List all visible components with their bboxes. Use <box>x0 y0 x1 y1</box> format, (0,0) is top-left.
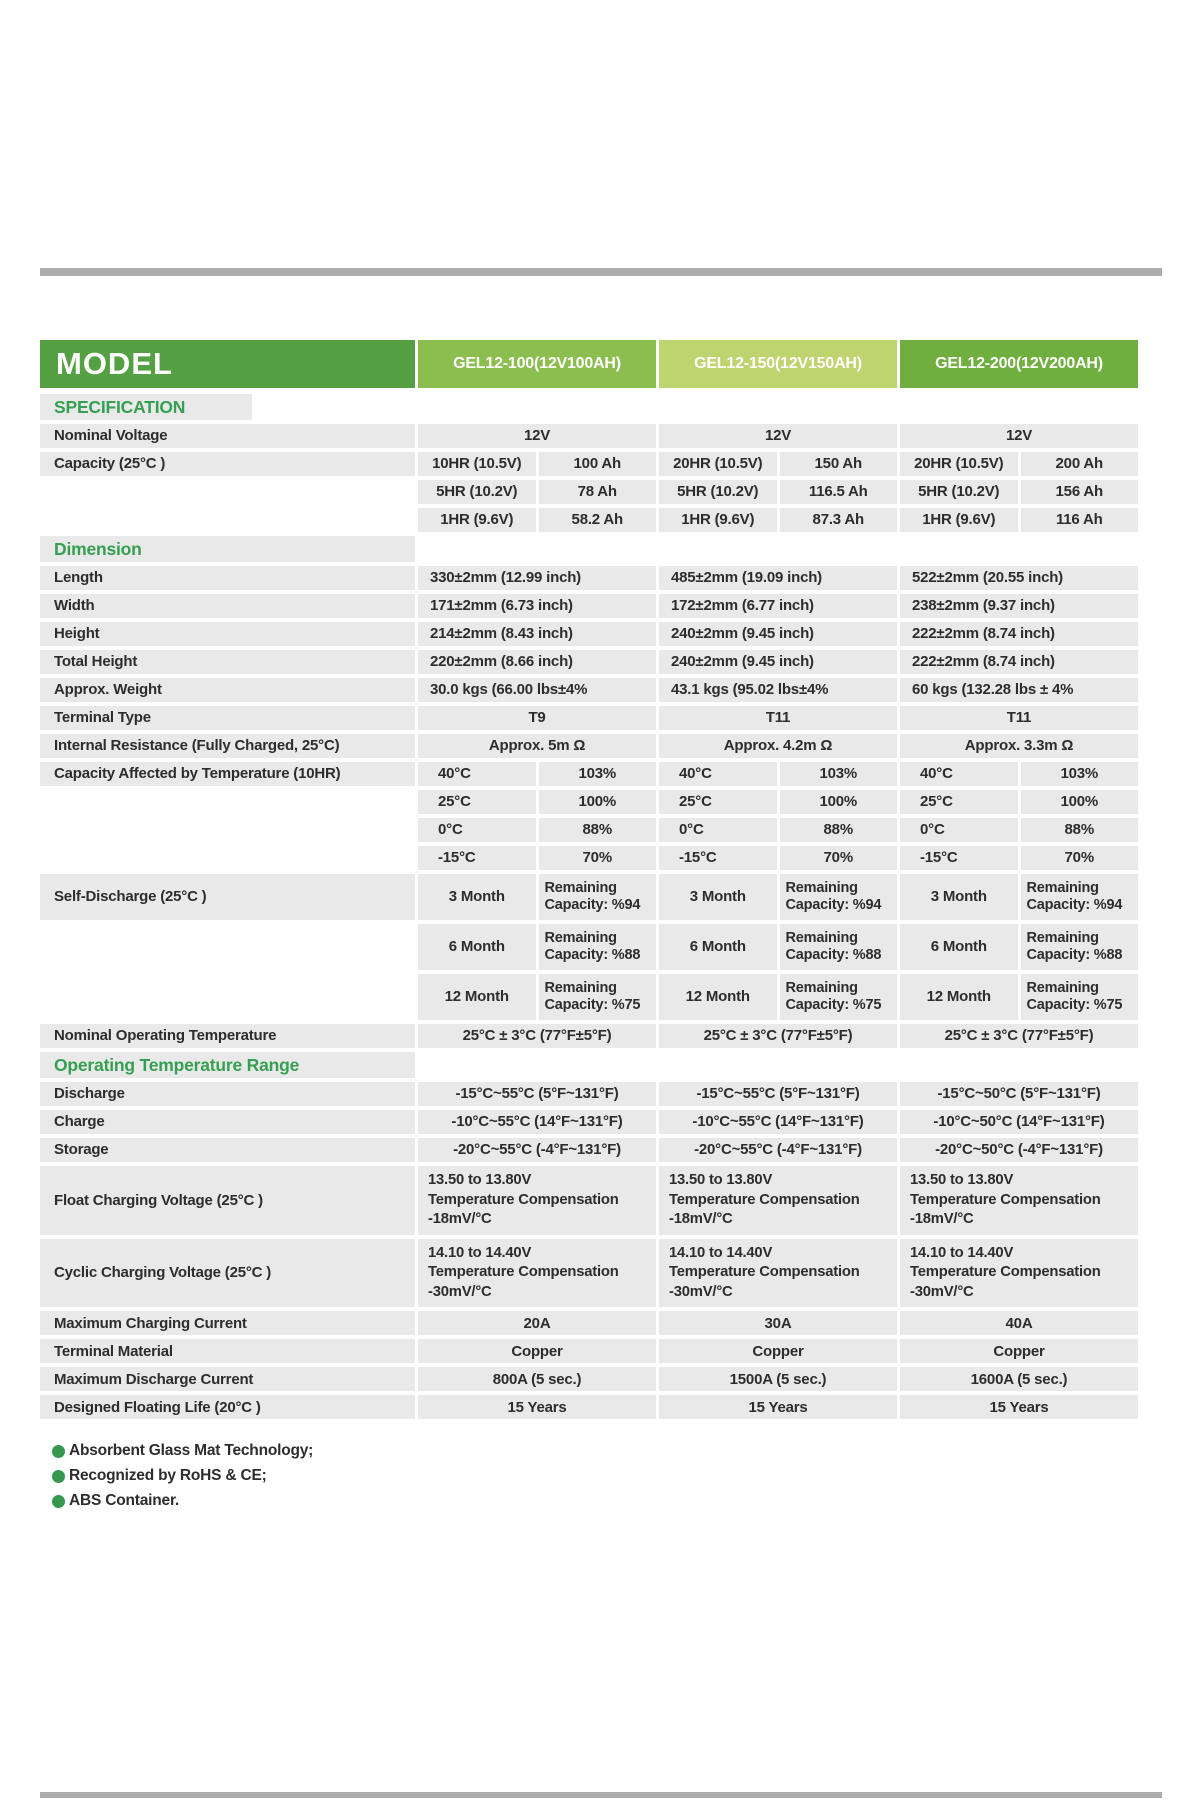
value-cell: 1500A (5 sec.) <box>659 1367 897 1391</box>
column-subrows <box>659 874 897 1020</box>
table-row <box>40 650 1138 674</box>
value-line: Temperature Compensation <box>910 1264 1101 1281</box>
table-row-group <box>40 452 1138 532</box>
value-line: Temperature Compensation <box>910 1191 1101 1208</box>
pair-key-cell: 1HR (9.6V) <box>659 508 777 532</box>
table-row <box>40 622 1138 646</box>
value-line: -30mV/°C <box>669 1283 733 1300</box>
value-cell: 12V <box>659 424 897 448</box>
value-cell: 1600A (5 sec.) <box>900 1367 1138 1391</box>
pair-key-cell: 3 Month <box>900 874 1018 920</box>
value-cell: 240±2mm (9.45 inch) <box>659 650 897 674</box>
pair-value-cell: 100 Ah <box>539 452 657 476</box>
column-subrows <box>900 762 1138 870</box>
value-cell: 43.1 kgs (95.02 lbs±4% <box>659 678 897 702</box>
value-cell: 330±2mm (12.99 inch) <box>418 566 656 590</box>
value-line: Temperature Compensation <box>669 1264 860 1281</box>
pair-key-cell: 40°C <box>659 762 777 786</box>
pair-key-cell: 10HR (10.5V) <box>418 452 536 476</box>
top-divider <box>40 268 1162 276</box>
pair-key-cell: 25°C <box>900 790 1018 814</box>
column-subrows <box>659 762 897 870</box>
table-row <box>40 734 1138 758</box>
value-cell <box>418 1166 656 1235</box>
pair-key-cell: 12 Month <box>418 974 536 1020</box>
table-row-group <box>40 874 1138 1020</box>
pair-value-cell: 88% <box>539 818 657 842</box>
model-header-cell: MODEL <box>40 340 415 388</box>
table-row <box>40 706 1138 730</box>
pair-value-cell: 200 Ah <box>1021 452 1139 476</box>
section-row <box>40 1052 1138 1078</box>
pair-value-cell: 100% <box>539 790 657 814</box>
pair-key-cell: 3 Month <box>659 874 777 920</box>
value-cell: 30.0 kgs (66.00 lbs±4% <box>418 678 656 702</box>
pair-value-cell: 100% <box>1021 790 1139 814</box>
value-cell: -10°C~50°C (14°F~131°F) <box>900 1110 1138 1134</box>
pair-key-cell: 6 Month <box>659 924 777 970</box>
pair-subrow <box>900 508 1138 532</box>
pair-key-cell: 20HR (10.5V) <box>659 452 777 476</box>
section-header: SPECIFICATION <box>40 394 252 420</box>
column-subrows <box>418 762 656 870</box>
table-row <box>40 1239 1138 1308</box>
pair-subrow <box>659 762 897 786</box>
row-label: Float Charging Voltage (25°C ) <box>40 1166 415 1235</box>
value-cell <box>659 1239 897 1308</box>
value-cell: -10°C~55°C (14°F~131°F) <box>418 1110 656 1134</box>
value-line: Temperature Compensation <box>428 1191 619 1208</box>
value-line: -30mV/°C <box>428 1283 492 1300</box>
row-label: Height <box>40 622 415 646</box>
pair-value-cell: Remaining Capacity: %75 <box>780 974 898 1020</box>
value-line: 14.10 to 14.40V <box>910 1244 1014 1261</box>
value-cell <box>900 1239 1138 1308</box>
pair-subrow <box>418 790 656 814</box>
table-row <box>40 594 1138 618</box>
value-cell: -15°C~55°C (5°F~131°F) <box>418 1082 656 1106</box>
value-cell: -20°C~50°C (-4°F~131°F) <box>900 1138 1138 1162</box>
value-line: 13.50 to 13.80V <box>428 1172 532 1188</box>
value-cell: 222±2mm (8.74 inch) <box>900 650 1138 674</box>
value-cell: T11 <box>900 706 1138 730</box>
value-line: -18mV/°C <box>910 1211 974 1228</box>
value-cell: T11 <box>659 706 897 730</box>
table-row <box>40 1311 1138 1335</box>
pair-value-cell: Remaining Capacity: %94 <box>780 874 898 920</box>
value-cell: Copper <box>659 1339 897 1363</box>
pair-value-cell: 103% <box>780 762 898 786</box>
row-label-wrap <box>40 874 415 1020</box>
row-label: Discharge <box>40 1082 415 1106</box>
value-line: -30mV/°C <box>910 1283 974 1300</box>
pair-value-cell: 150 Ah <box>780 452 898 476</box>
pair-value-cell: 70% <box>1021 846 1139 870</box>
pair-key-cell: 1HR (9.6V) <box>418 508 536 532</box>
row-label: Total Height <box>40 650 415 674</box>
value-cell: 800A (5 sec.) <box>418 1367 656 1391</box>
table-row <box>40 1024 1138 1048</box>
pair-value-cell: 78 Ah <box>539 480 657 504</box>
value-line: Temperature Compensation <box>428 1264 619 1281</box>
pair-key-cell: 5HR (10.2V) <box>418 480 536 504</box>
row-label: Capacity (25°C ) <box>40 452 415 476</box>
table-row <box>40 1166 1138 1235</box>
row-label: Terminal Type <box>40 706 415 730</box>
value-cell: T9 <box>418 706 656 730</box>
pair-subrow <box>418 452 656 476</box>
value-line: 13.50 to 13.80V <box>910 1172 1014 1188</box>
pair-key-cell: 40°C <box>900 762 1018 786</box>
pair-subrow <box>418 846 656 870</box>
value-cell: -10°C~55°C (14°F~131°F) <box>659 1110 897 1134</box>
value-line: Temperature Compensation <box>669 1191 860 1208</box>
row-label: Self-Discharge (25°C ) <box>40 874 415 920</box>
pair-key-cell: 5HR (10.2V) <box>659 480 777 504</box>
pair-subrow <box>659 846 897 870</box>
row-label: Length <box>40 566 415 590</box>
pair-key-cell: 3 Month <box>418 874 536 920</box>
row-label: Approx. Weight <box>40 678 415 702</box>
pair-key-cell: 20HR (10.5V) <box>900 452 1018 476</box>
pair-key-cell: 1HR (9.6V) <box>900 508 1018 532</box>
pair-value-cell: 116 Ah <box>1021 508 1139 532</box>
column-subrows <box>418 874 656 1020</box>
value-cell: 220±2mm (8.66 inch) <box>418 650 656 674</box>
value-cell: 15 Years <box>418 1395 656 1419</box>
column-subrows <box>659 452 897 532</box>
row-label: Designed Floating Life (20°C ) <box>40 1395 415 1419</box>
value-cell: Copper <box>900 1339 1138 1363</box>
value-cell: 12V <box>418 424 656 448</box>
pair-subrow <box>418 508 656 532</box>
pair-subrow <box>659 974 897 1020</box>
pair-subrow <box>659 508 897 532</box>
pair-value-cell: Remaining Capacity: %94 <box>1021 874 1139 920</box>
pair-subrow <box>900 480 1138 504</box>
pair-subrow <box>900 762 1138 786</box>
value-cell: 15 Years <box>659 1395 897 1419</box>
row-label: Maximum Discharge Current <box>40 1367 415 1391</box>
footnote-item <box>52 1492 313 1510</box>
pair-key-cell: -15°C <box>900 846 1018 870</box>
pair-value-cell: Remaining Capacity: %75 <box>539 974 657 1020</box>
pair-value-cell: 87.3 Ah <box>780 508 898 532</box>
section-header: Dimension <box>40 536 415 562</box>
value-cell: 214±2mm (8.43 inch) <box>418 622 656 646</box>
row-label: Charge <box>40 1110 415 1134</box>
value-cell <box>900 1166 1138 1235</box>
value-cell: 485±2mm (19.09 inch) <box>659 566 897 590</box>
table-row <box>40 1395 1138 1419</box>
pair-subrow <box>659 924 897 970</box>
bullet-icon <box>52 1470 65 1483</box>
pair-value-cell: 103% <box>539 762 657 786</box>
pair-value-cell: Remaining Capacity: %94 <box>539 874 657 920</box>
pair-value-cell: 88% <box>1021 818 1139 842</box>
bullet-icon <box>52 1445 65 1458</box>
pair-key-cell: 25°C <box>659 790 777 814</box>
pair-subrow <box>418 974 656 1020</box>
section-header: Operating Temperature Range <box>40 1052 415 1078</box>
value-cell: -20°C~55°C (-4°F~131°F) <box>659 1138 897 1162</box>
value-cell: 172±2mm (6.77 inch) <box>659 594 897 618</box>
footnote-text: Recognized by RoHS & CE; <box>69 1467 267 1484</box>
row-label: Terminal Material <box>40 1339 415 1363</box>
pair-value-cell: 70% <box>780 846 898 870</box>
column-header-gel12-200: GEL12-200(12V200AH) <box>900 340 1138 388</box>
footnote-item <box>52 1442 313 1460</box>
value-cell: Approx. 3.3m Ω <box>900 734 1138 758</box>
value-cell: 25°C ± 3°C (77°F±5°F) <box>418 1024 656 1048</box>
value-cell: 15 Years <box>900 1395 1138 1419</box>
pair-subrow <box>418 762 656 786</box>
row-label-wrap <box>40 452 415 532</box>
value-cell: -20°C~55°C (-4°F~131°F) <box>418 1138 656 1162</box>
value-cell: 25°C ± 3°C (77°F±5°F) <box>659 1024 897 1048</box>
section-row <box>40 394 1138 420</box>
value-cell <box>418 1239 656 1308</box>
pair-key-cell: 12 Month <box>900 974 1018 1020</box>
value-cell: 171±2mm (6.73 inch) <box>418 594 656 618</box>
row-label-wrap <box>40 762 415 870</box>
spec-table <box>40 340 1138 1419</box>
pair-key-cell: 0°C <box>418 818 536 842</box>
value-cell: -15°C~55°C (5°F~131°F) <box>659 1082 897 1106</box>
pair-value-cell: Remaining Capacity: %75 <box>1021 974 1139 1020</box>
pair-key-cell: -15°C <box>659 846 777 870</box>
row-label: Capacity Affected by Temperature (10HR) <box>40 762 415 786</box>
pair-key-cell: 6 Month <box>900 924 1018 970</box>
pair-value-cell: 88% <box>780 818 898 842</box>
pair-subrow <box>900 846 1138 870</box>
value-cell: Approx. 4.2m Ω <box>659 734 897 758</box>
pair-key-cell: 0°C <box>900 818 1018 842</box>
section-row <box>40 536 1138 562</box>
pair-key-cell: 6 Month <box>418 924 536 970</box>
pair-subrow <box>418 924 656 970</box>
pair-subrow <box>900 818 1138 842</box>
value-line: -18mV/°C <box>428 1211 492 1228</box>
pair-subrow <box>900 924 1138 970</box>
row-label: Internal Resistance (Fully Charged, 25°C) <box>40 734 415 758</box>
value-cell: Copper <box>418 1339 656 1363</box>
pair-subrow <box>900 874 1138 920</box>
pair-key-cell: 12 Month <box>659 974 777 1020</box>
table-row-group <box>40 762 1138 870</box>
pair-value-cell: 156 Ah <box>1021 480 1139 504</box>
pair-subrow <box>659 480 897 504</box>
value-cell: 20A <box>418 1311 656 1335</box>
footnote-text: ABS Container. <box>69 1492 180 1509</box>
pair-value-cell: 116.5 Ah <box>780 480 898 504</box>
value-cell: -15°C~50°C (5°F~131°F) <box>900 1082 1138 1106</box>
table-row <box>40 1082 1138 1106</box>
table-row <box>40 1367 1138 1391</box>
pair-subrow <box>418 480 656 504</box>
pair-value-cell: 58.2 Ah <box>539 508 657 532</box>
table-row <box>40 1138 1138 1162</box>
pair-value-cell: Remaining Capacity: %88 <box>780 924 898 970</box>
pair-key-cell: 0°C <box>659 818 777 842</box>
value-line: 13.50 to 13.80V <box>669 1172 773 1188</box>
pair-subrow <box>900 790 1138 814</box>
column-subrows <box>900 874 1138 1020</box>
pair-subrow <box>900 452 1138 476</box>
pair-value-cell: Remaining Capacity: %88 <box>539 924 657 970</box>
column-subrows <box>418 452 656 532</box>
pair-key-cell: 40°C <box>418 762 536 786</box>
pair-subrow <box>418 874 656 920</box>
footnote-list <box>52 1442 313 1510</box>
pair-key-cell: -15°C <box>418 846 536 870</box>
value-cell <box>659 1166 897 1235</box>
column-subrows <box>900 452 1138 532</box>
pair-key-cell: 25°C <box>418 790 536 814</box>
value-cell: 40A <box>900 1311 1138 1335</box>
row-label: Width <box>40 594 415 618</box>
pair-subrow <box>659 818 897 842</box>
value-cell: Approx. 5m Ω <box>418 734 656 758</box>
footnote-item <box>52 1467 313 1485</box>
table-body <box>40 394 1138 1419</box>
value-line: 14.10 to 14.40V <box>428 1244 532 1261</box>
pair-value-cell: 103% <box>1021 762 1139 786</box>
pair-value-cell: 70% <box>539 846 657 870</box>
table-row <box>40 566 1138 590</box>
pair-subrow <box>418 818 656 842</box>
row-label: Cyclic Charging Voltage (25°C ) <box>40 1239 415 1308</box>
value-cell: 12V <box>900 424 1138 448</box>
table-row <box>40 1339 1138 1363</box>
table-row <box>40 424 1138 448</box>
pair-subrow <box>659 874 897 920</box>
footnote-text: Absorbent Glass Mat Technology; <box>69 1442 314 1459</box>
value-line: 14.10 to 14.40V <box>669 1244 773 1261</box>
pair-subrow <box>659 452 897 476</box>
pair-key-cell: 5HR (10.2V) <box>900 480 1018 504</box>
value-cell: 238±2mm (9.37 inch) <box>900 594 1138 618</box>
value-cell: 30A <box>659 1311 897 1335</box>
pair-value-cell: Remaining Capacity: %88 <box>1021 924 1139 970</box>
column-header-gel12-100: GEL12-100(12V100AH) <box>418 340 656 388</box>
value-cell: 60 kgs (132.28 lbs ± 4% <box>900 678 1138 702</box>
column-header-gel12-150: GEL12-150(12V150AH) <box>659 340 897 388</box>
pair-subrow <box>900 974 1138 1020</box>
value-line: -18mV/°C <box>669 1211 733 1228</box>
value-cell: 240±2mm (9.45 inch) <box>659 622 897 646</box>
table-row <box>40 678 1138 702</box>
row-label: Storage <box>40 1138 415 1162</box>
pair-value-cell: 100% <box>780 790 898 814</box>
bottom-divider <box>40 1792 1162 1798</box>
value-cell: 522±2mm (20.55 inch) <box>900 566 1138 590</box>
row-label: Maximum Charging Current <box>40 1311 415 1335</box>
value-cell: 25°C ± 3°C (77°F±5°F) <box>900 1024 1138 1048</box>
table-header-row <box>40 340 1138 388</box>
bullet-icon <box>52 1495 65 1508</box>
pair-subrow <box>659 790 897 814</box>
value-cell: 222±2mm (8.74 inch) <box>900 622 1138 646</box>
row-label: Nominal Voltage <box>40 424 415 448</box>
row-label: Nominal Operating Temperature <box>40 1024 415 1048</box>
table-row <box>40 1110 1138 1134</box>
